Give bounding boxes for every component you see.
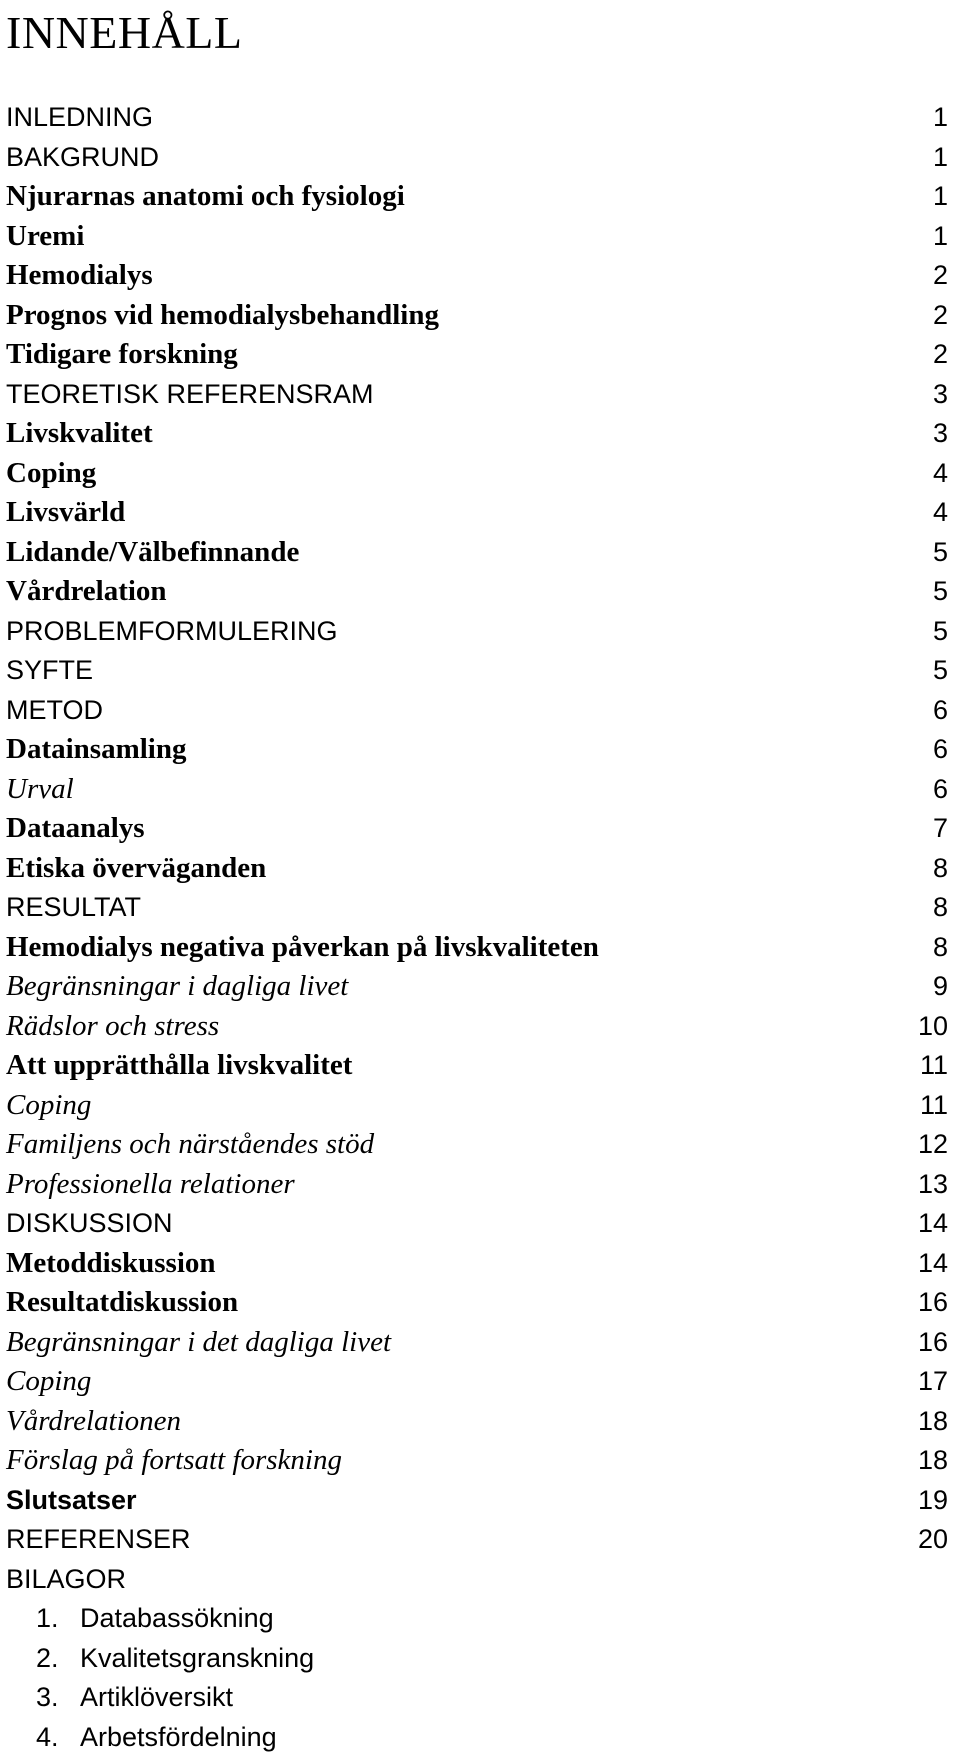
toc-entry-title: Datainsamling [6,730,186,770]
toc-entry-title: RESULTAT [6,888,141,928]
toc-entry-page: 2 [933,296,948,336]
toc-entry-title: BILAGOR [6,1560,126,1600]
toc-entry-page: 18 [918,1402,948,1442]
toc-entry [6,1007,956,1047]
toc-entry [6,1362,956,1402]
toc-entry [6,256,956,296]
toc-entry-page: 7 [933,809,948,849]
appendix-item [6,1599,956,1639]
toc-entry-title: Coping [6,454,96,494]
toc-entry-page: 17 [918,1362,948,1402]
page-title: INNEHÅLL [6,4,243,62]
toc-entry-title: DISKUSSION [6,1204,173,1244]
toc-entry-page: 1 [933,98,948,138]
toc-entry-title: INLEDNING [6,98,153,138]
toc-entry [6,967,956,1007]
toc-entry-title: PROBLEMFORMULERING [6,612,338,652]
toc-entry-page: 3 [933,414,948,454]
toc-entry [6,1125,956,1165]
toc-entry [6,1402,956,1442]
toc-entry-page: 12 [918,1125,948,1165]
toc-entry [6,1520,956,1560]
toc-entry-page: 2 [933,335,948,375]
toc-entry-title: Coping [6,1086,91,1126]
toc-entry-page: 8 [933,849,948,889]
toc-entry-title: Livskvalitet [6,414,153,454]
toc-entry-title: Att upprätthålla livskvalitet [6,1046,352,1086]
toc-entry-page: 4 [933,454,948,494]
toc-entry-page: 3 [933,375,948,415]
toc-entry-title: Professionella relationer [6,1165,295,1205]
toc-entry-page: 13 [918,1165,948,1205]
toc-entry-page: 6 [933,770,948,810]
toc-entry [6,138,956,178]
toc-entry [6,888,956,928]
toc-entry [6,572,956,612]
toc-entry-page: 6 [933,730,948,770]
toc-entry-title: SYFTE [6,651,93,691]
toc-entry-page: 14 [918,1244,948,1284]
toc-entry [6,849,956,889]
toc-entry [6,375,956,415]
toc-entry-page: 1 [933,177,948,217]
toc-entry-title: Begränsningar i dagliga livet [6,967,348,1007]
toc-entry-page: 5 [933,612,948,652]
appendix-item-text [36,1718,277,1757]
toc-entry [6,1283,956,1323]
toc-entry-title: Uremi [6,217,84,257]
toc-entry [6,770,956,810]
toc-entry-page: 5 [933,651,948,691]
toc-entry [6,177,956,217]
appendix-item-text [36,1639,314,1679]
appendix-title: Kvalitetsgranskning [80,1643,314,1673]
toc-entry [6,98,956,138]
appendix-title: Databassökning [80,1603,274,1633]
toc-entry [6,533,956,573]
toc-entry [6,1244,956,1284]
toc-entry [6,1204,956,1244]
toc-entry-page: 2 [933,256,948,296]
toc-entry-title: Vårdrelationen [6,1402,181,1442]
toc-entry-page: 5 [933,533,948,573]
appendix-number: 4. [36,1718,80,1757]
toc-entry-page: 9 [933,967,948,1007]
toc-entry-title: Hemodialys negativa påverkan på livskvaliteten [6,928,599,968]
appendix-number: 3. [36,1678,80,1718]
toc-entry-title: Tidigare forskning [6,335,238,375]
appendix-item-text [36,1678,233,1718]
toc-entry [6,928,956,968]
toc-entry-title: Familjens och närståendes stöd [6,1125,374,1165]
toc-entry-page: 10 [918,1007,948,1047]
appendix-item-text [36,1599,274,1639]
toc-entry-page: 8 [933,888,948,928]
toc-entry [6,335,956,375]
toc-entry-title: Metoddiskussion [6,1244,216,1284]
toc-entry-title: Hemodialys [6,256,153,296]
toc-entry-page: 11 [920,1046,948,1086]
appendix-number: 1. [36,1599,80,1639]
toc-entry [6,217,956,257]
toc-entry-page: 16 [918,1283,948,1323]
appendix-item [6,1678,956,1718]
toc-entry-title: Slutsatser [6,1481,137,1521]
toc-entry-title: BAKGRUND [6,138,159,178]
toc-entry-title: Rädslor och stress [6,1007,219,1047]
toc-entry-page: 18 [918,1441,948,1481]
toc-entry-title: Resultatdiskussion [6,1283,238,1323]
toc-entry-title: METOD [6,691,103,731]
toc-entry [6,296,956,336]
toc-entry-title: Njurarnas anatomi och fysiologi [6,177,405,217]
toc-entry-title: TEORETISK REFERENSRAM [6,375,374,415]
toc-entry-page: 4 [933,493,948,533]
toc-entry-title: Etiska överväganden [6,849,266,889]
toc-entry [6,1086,956,1126]
toc-entry-title: REFERENSER [6,1520,191,1560]
toc-entry-page: 14 [918,1204,948,1244]
toc-entry-page: 19 [918,1481,948,1521]
toc-entry [6,1441,956,1481]
toc-entry-title: Lidande/Välbefinnande [6,533,299,573]
toc-entry-title: Urval [6,770,74,810]
toc-entry-title: Prognos vid hemodialysbehandling [6,296,439,336]
toc-entry-page: 11 [920,1086,948,1126]
toc-entry-page: 20 [918,1520,948,1560]
toc-entry [6,1046,956,1086]
toc-entry [6,730,956,770]
toc-entry [6,612,956,652]
toc-entry-title: Begränsningar i det dagliga livet [6,1323,391,1363]
toc-entry-page: 16 [918,1323,948,1363]
toc-entry-title: Coping [6,1362,91,1402]
toc-entry [6,1165,956,1205]
toc-entry [6,1323,956,1363]
toc-entry [6,454,956,494]
table-of-contents [6,98,956,1757]
toc-entry-page: 5 [933,572,948,612]
toc-entry-title: Dataanalys [6,809,145,849]
toc-entry [6,1481,956,1521]
appendix-item [6,1639,956,1679]
appendix-title: Arbetsfördelning [80,1722,277,1752]
toc-entry [6,651,956,691]
toc-entry-title: Förslag på fortsatt forskning [6,1441,342,1481]
toc-entry-page: 1 [933,138,948,178]
toc-entry-page: 1 [933,217,948,257]
toc-entry [6,414,956,454]
toc-entry [6,809,956,849]
toc-entry-page: 6 [933,691,948,731]
appendix-title: Artiklöversikt [80,1682,233,1712]
appendix-item [6,1718,956,1757]
toc-entry-title: Vårdrelation [6,572,167,612]
toc-entry [6,691,956,731]
appendix-number: 2. [36,1639,80,1679]
toc-entry-title: Livsvärld [6,493,125,533]
toc-entry [6,493,956,533]
toc-entry [6,1560,956,1600]
toc-entry-page: 8 [933,928,948,968]
